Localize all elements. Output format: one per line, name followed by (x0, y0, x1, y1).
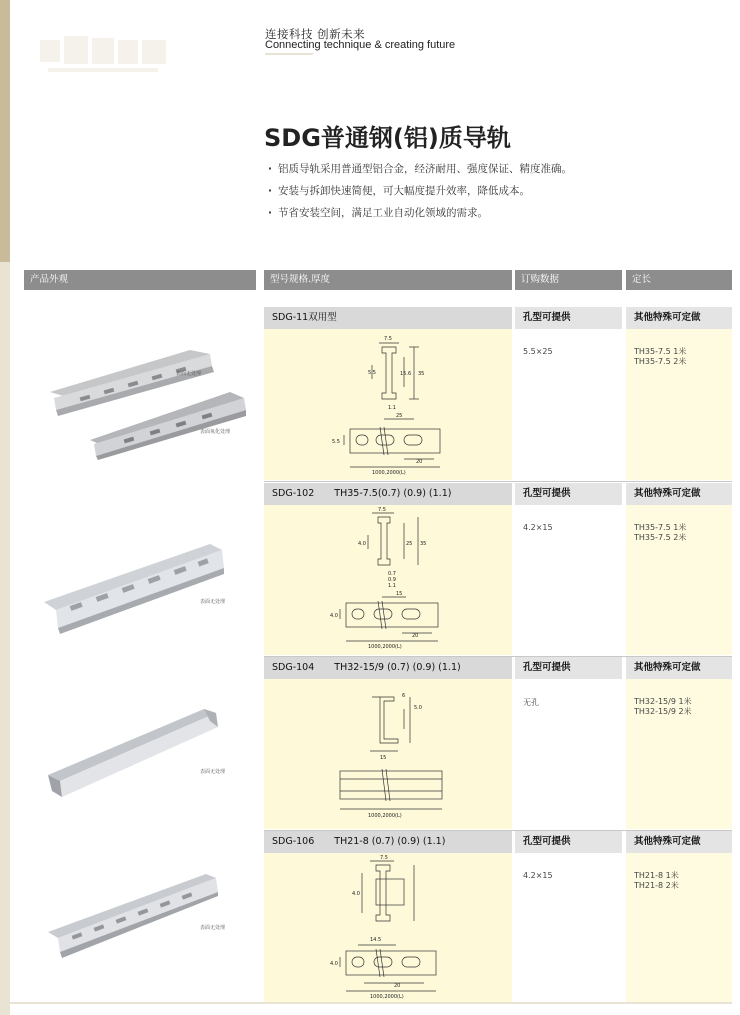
rail-profile-drawing (264, 853, 512, 1002)
rail-profile-drawing (264, 505, 512, 655)
hole-size: 无孔 (523, 698, 539, 707)
dim-label: 35 (418, 371, 425, 377)
dim-label: 5.5 (332, 439, 340, 445)
dim-label: 25 (406, 541, 413, 547)
dim-label: 7.5 (380, 855, 388, 861)
slogan-chinese: 连接科技 创新未来 (265, 27, 366, 41)
length-cell (626, 505, 732, 655)
length-cell (626, 329, 732, 480)
length-option: TH32-15/9 1米 (634, 697, 692, 706)
header-model: 型号规格.厚度 (264, 270, 512, 290)
model-spec: TH35-7.5(0.7) (0.9) (1.1) (334, 488, 452, 499)
length-header: 其他特殊可定做 (626, 657, 732, 679)
company-logo-icon (38, 30, 178, 78)
dim-label: 14.5 (370, 937, 382, 943)
holes-header: 孔型可提供 (515, 831, 622, 853)
row-model-label (264, 483, 512, 505)
header-appearance: 产品外观 (24, 270, 256, 290)
rail-profile-drawing (264, 329, 512, 480)
dim-label: 15.6 (400, 371, 412, 377)
holes-header: 孔型可提供 (515, 657, 622, 679)
length-header: 其他特殊可定做 (626, 483, 732, 505)
technical-drawing (264, 329, 512, 480)
finish-caption: 表面无处理 (176, 371, 202, 377)
page-title: SDG普通钢(铝)质导轨 (264, 124, 511, 152)
length-option: TH35-7.5 2米 (634, 357, 687, 366)
dim-label: 1000,2000(L) (370, 994, 404, 1000)
dim-label: 20 (394, 983, 401, 989)
length-option: TH35-7.5 2米 (634, 533, 687, 542)
length-header: 其他特殊可定做 (626, 831, 732, 853)
holes-cell (515, 853, 622, 1002)
technical-drawing (264, 853, 512, 1002)
dim-label: 35 (420, 541, 427, 547)
rail-product-icon (44, 870, 224, 960)
hole-size: 5.5×25 (523, 347, 553, 356)
holes-cell (515, 679, 622, 829)
dim-label: 7.5 (384, 336, 392, 342)
technical-drawing (264, 679, 512, 829)
length-option: TH35-7.5 1米 (634, 523, 687, 532)
hole-size: 4.2×15 (523, 871, 553, 880)
length-cell (626, 853, 732, 1002)
holes-cell (515, 505, 622, 655)
model-spec: TH32-15/9 (0.7) (0.9) (1.1) (334, 662, 461, 673)
dim-label: 5.0 (414, 705, 422, 711)
side-accent-strip-lower (0, 262, 10, 1015)
feature-item: · 铝质导轨采用普通型铝合金，经济耐用、强度保证、精度准确。 (268, 162, 572, 184)
dim-label: 1.1 (388, 583, 396, 589)
holes-cell (515, 329, 622, 480)
feature-item: · 安装与拆卸快速简便，可大幅度提升效率，降低成本。 (268, 184, 572, 206)
length-option: TH35-7.5 1米 (634, 347, 687, 356)
header-length: 定长 (626, 270, 732, 290)
dim-label: 20 (412, 633, 419, 639)
holes-header: 孔型可提供 (515, 307, 622, 329)
dim-label: 1000,2000(L) (368, 813, 402, 819)
rail-product-icon (44, 705, 224, 805)
dim-label: 4.0 (330, 613, 338, 619)
model-name: SDG-102 (272, 488, 315, 499)
row-model-label (264, 831, 512, 853)
dim-label: 15 (380, 755, 387, 761)
dim-label: 1000,2000(L) (372, 470, 406, 476)
holes-header: 孔型可提供 (515, 483, 622, 505)
finish-caption: 表面氧化处理 (200, 429, 231, 435)
length-header: 其他特殊可定做 (626, 307, 732, 329)
finish-caption: 表面无处理 (200, 599, 226, 605)
dim-label: 0.7 (388, 571, 396, 577)
length-cell (626, 679, 732, 829)
length-option: TH21-8 1米 (634, 871, 679, 880)
finish-caption: 表面无处理 (200, 769, 226, 775)
feature-list (268, 162, 572, 228)
dim-label: 1000,2000(L) (368, 644, 402, 650)
row-model-label (264, 307, 512, 329)
row-model-label (264, 657, 512, 679)
side-accent-strip (0, 0, 10, 262)
dim-label: 4.0 (358, 541, 366, 547)
length-option: TH21-8 2米 (634, 881, 679, 890)
rail-product-icon (40, 540, 230, 635)
row-separator (264, 481, 732, 482)
hole-size: 4.2×15 (523, 523, 553, 532)
dim-label: 4.0 (330, 961, 338, 967)
dim-label: 7.5 (378, 507, 386, 513)
technical-drawing (264, 505, 512, 655)
length-option: TH32-15/9 2米 (634, 707, 692, 716)
footer-rule (10, 1002, 732, 1004)
feature-item: · 节省安装空间，满足工业自动化领域的需求。 (268, 206, 572, 228)
finish-caption: 表面无处理 (200, 925, 226, 931)
dim-label: 1.1 (388, 405, 396, 411)
model-name: SDG-11双用型 (272, 312, 337, 323)
rail-product-icon (40, 340, 250, 460)
slogan-english: Connecting technique & creating future (265, 39, 456, 51)
model-spec: TH21-8 (0.7) (0.9) (1.1) (334, 836, 446, 847)
model-name: SDG-104 (272, 662, 315, 673)
dim-label: 25 (396, 413, 403, 419)
dim-label: 20 (416, 459, 423, 465)
dim-label: 0.9 (388, 577, 396, 583)
dim-label: 4.0 (352, 891, 360, 897)
header-order: 订购数据 (515, 270, 622, 290)
model-name: SDG-106 (272, 836, 315, 847)
dim-label: 5.5 (368, 370, 376, 376)
slogan-underline (265, 53, 313, 55)
dim-label: 15 (396, 591, 403, 597)
dim-label: 6 (402, 693, 406, 699)
rail-profile-drawing (264, 679, 512, 829)
